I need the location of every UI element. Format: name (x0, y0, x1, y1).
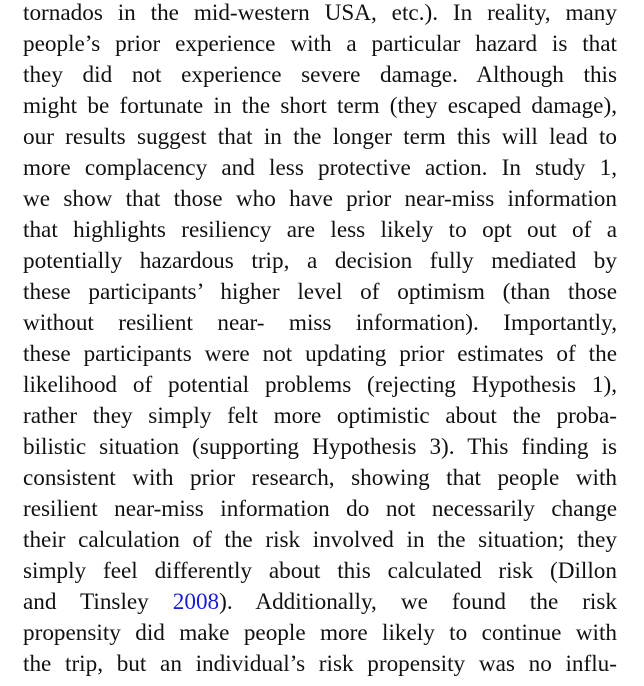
text-line-8: that highlights resiliency are less likely to opt out of a (23, 217, 617, 243)
text-line-4: might be fortunate in the short term (they escaped damage), (23, 93, 617, 119)
text-line-13: likelihood of potential problems (rejecting Hypothesis 1), (23, 372, 617, 398)
text-line-20-start: and Tinsley (23, 589, 173, 615)
citation-link-2008[interactable]: 2008 (172, 589, 220, 615)
text-line-1: tornados in the mid-western USA, etc.). In reality, many (23, 0, 617, 26)
text-line-7: we show that those who have prior near-miss information (23, 186, 617, 212)
text-line-22: the trip, but an individual’s risk propensity was no influ- (23, 651, 617, 677)
text-line-15: bilistic situation (supporting Hypothesis 3). This finding is (23, 434, 617, 460)
text-line-20 (23, 589, 617, 620)
text-line-3: they did not experience severe damage. Although this (23, 62, 617, 88)
text-line-17: resilient near-miss information do not necessarily change (23, 496, 617, 522)
text-line-20-end: ). Additionally, we found the risk (219, 589, 617, 615)
text-line-6: more complacency and less protective action. In study 1, (23, 155, 617, 181)
text-line-21: propensity did make people more likely to continue with (23, 620, 617, 646)
text-line-18: their calculation of the risk involved in the situation; they (23, 527, 617, 553)
text-line-2: people’s prior experience with a particular hazard is that (23, 31, 617, 57)
text-line-10: these participants’ higher level of optimism (than those (23, 279, 617, 305)
text-line-5: our results suggest that in the longer term this will lead to (23, 124, 617, 150)
text-line-9: potentially hazardous trip, a decision fully mediated by (23, 248, 617, 274)
text-line-19: simply feel differently about this calculated risk (Dillon (23, 558, 617, 584)
paper-body-text (23, 0, 617, 682)
text-line-16: consistent with prior research, showing that people with (23, 465, 617, 491)
text-line-12: these participants were not updating prior estimates of the (23, 341, 617, 367)
text-line-14: rather they simply felt more optimistic about the proba- (23, 403, 617, 429)
text-line-11: without resilient near- miss information). Importantly, (23, 310, 617, 336)
